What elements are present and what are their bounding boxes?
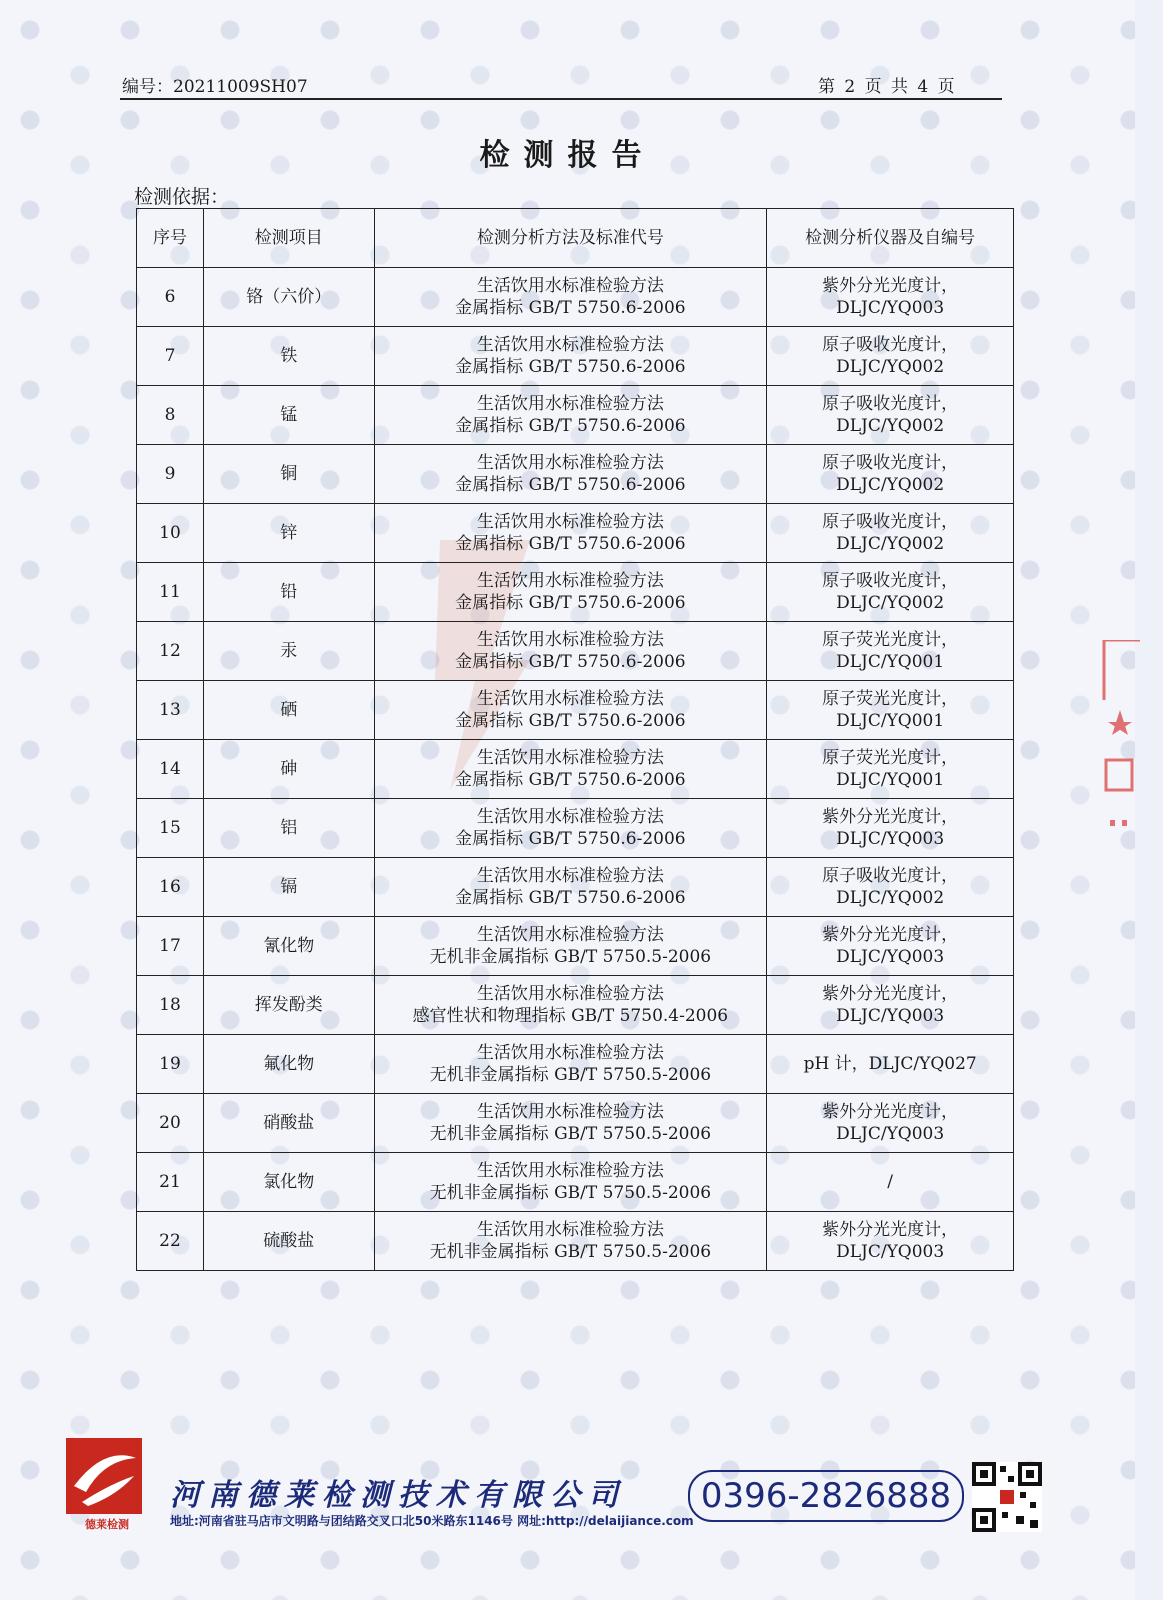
method-line: 生活饮用水标准检验方法: [476, 807, 664, 827]
table-row: [137, 681, 1014, 740]
test-method: [374, 445, 767, 504]
column-header-item: 检测项目: [203, 209, 374, 268]
table-row: [137, 563, 1014, 622]
instrument-line: DLJC/YQ003: [836, 298, 945, 318]
test-method: [374, 504, 767, 563]
instrument-line: DLJC/YQ002: [836, 357, 945, 377]
test-item: 铁: [203, 327, 374, 386]
test-basis-table: [136, 208, 1014, 1271]
header-divider: [120, 98, 1002, 100]
test-method: [374, 1035, 767, 1094]
instrument-line: DLJC/YQ001: [836, 652, 945, 672]
instrument-line: DLJC/YQ002: [836, 593, 945, 613]
logo-caption: 德莱检测: [85, 1518, 129, 1531]
method-line: 金属指标 GB/T 5750.6-2006: [455, 770, 686, 790]
test-item: 铜: [203, 445, 374, 504]
instrument-line: DLJC/YQ002: [836, 534, 945, 554]
row-number: 16: [137, 858, 204, 917]
test-item: 锰: [203, 386, 374, 445]
method-line: 金属指标 GB/T 5750.6-2006: [455, 298, 686, 318]
method-line: 无机非金属指标 GB/T 5750.5-2006: [429, 1183, 712, 1203]
basis-label: 检测依据：: [134, 186, 230, 208]
instrument-line: DLJC/YQ002: [836, 475, 945, 495]
table-row: [137, 622, 1014, 681]
test-item: 硝酸盐: [203, 1094, 374, 1153]
instrument-line: 紫外分光光度计，: [822, 984, 959, 1004]
method-line: 金属指标 GB/T 5750.6-2006: [455, 416, 686, 436]
method-line: 生活饮用水标准检验方法: [476, 453, 664, 473]
instrument-line: 原子吸收光度计，: [822, 394, 959, 414]
instrument-line: 紫外分光光度计，: [822, 1220, 959, 1240]
test-instrument: [767, 386, 1014, 445]
test-item: 氰化物: [203, 917, 374, 976]
instrument-line: DLJC/YQ003: [836, 1124, 945, 1144]
method-line: 生活饮用水标准检验方法: [476, 335, 664, 355]
test-method: [374, 563, 767, 622]
table-row: [137, 858, 1014, 917]
row-number: 13: [137, 681, 204, 740]
test-method: [374, 917, 767, 976]
test-item: 铬（六价）: [203, 268, 374, 327]
test-instrument: [767, 858, 1014, 917]
instrument-line: DLJC/YQ003: [836, 829, 945, 849]
method-line: 生活饮用水标准检验方法: [476, 276, 664, 296]
table-row: [137, 799, 1014, 858]
column-header-no: 序号: [137, 209, 204, 268]
row-number: 10: [137, 504, 204, 563]
row-number: 9: [137, 445, 204, 504]
test-method: [374, 1212, 767, 1271]
instrument-line: 紫外分光光度计，: [822, 276, 959, 296]
method-line: 生活饮用水标准检验方法: [476, 1102, 664, 1122]
table-row: [137, 1153, 1014, 1212]
method-line: 生活饮用水标准检验方法: [476, 984, 664, 1004]
instrument-line: 原子吸收光度计，: [822, 866, 959, 886]
method-line: 金属指标 GB/T 5750.6-2006: [455, 711, 686, 731]
instrument-line: DLJC/YQ001: [836, 770, 945, 790]
test-item: 铝: [203, 799, 374, 858]
instrument-line: pH 计，DLJC/YQ027: [803, 1054, 977, 1074]
test-item: 汞: [203, 622, 374, 681]
method-line: 金属指标 GB/T 5750.6-2006: [455, 357, 686, 377]
method-line: 生活饮用水标准检验方法: [476, 571, 664, 591]
company-phone: 0396-2826888: [688, 1470, 964, 1522]
method-line: 生活饮用水标准检验方法: [476, 866, 664, 886]
table-row: [137, 1094, 1014, 1153]
row-number: 21: [137, 1153, 204, 1212]
test-instrument: [767, 445, 1014, 504]
table-header-row: [137, 209, 1014, 268]
row-number: 22: [137, 1212, 204, 1271]
table-row: [137, 445, 1014, 504]
instrument-line: 原子吸收光度计，: [822, 512, 959, 532]
instrument-line: DLJC/YQ001: [836, 711, 945, 731]
test-item: 硒: [203, 681, 374, 740]
instrument-line: 原子吸收光度计，: [822, 335, 959, 355]
instrument-line: 紫外分光光度计，: [822, 925, 959, 945]
table-body: [137, 268, 1014, 1271]
test-instrument: [767, 1094, 1014, 1153]
test-method: [374, 1094, 767, 1153]
row-number: 19: [137, 1035, 204, 1094]
table-row: [137, 1035, 1014, 1094]
test-instrument: [767, 917, 1014, 976]
test-instrument: [767, 504, 1014, 563]
test-method: [374, 268, 767, 327]
test-item: 锌: [203, 504, 374, 563]
test-instrument: [767, 681, 1014, 740]
page-title: 检测报告: [479, 138, 656, 173]
test-instrument: [767, 563, 1014, 622]
method-line: 金属指标 GB/T 5750.6-2006: [455, 652, 686, 672]
table-row: [137, 917, 1014, 976]
test-method: [374, 622, 767, 681]
method-line: 无机非金属指标 GB/T 5750.5-2006: [429, 1065, 712, 1085]
row-number: 17: [137, 917, 204, 976]
row-number: 15: [137, 799, 204, 858]
method-line: 无机非金属指标 GB/T 5750.5-2006: [429, 947, 712, 967]
method-line: 生活饮用水标准检验方法: [476, 1220, 664, 1240]
instrument-line: DLJC/YQ003: [836, 947, 945, 967]
table-row: [137, 327, 1014, 386]
method-line: 生活饮用水标准检验方法: [476, 394, 664, 414]
instrument-line: 原子荧光光度计，: [822, 630, 959, 650]
method-line: 金属指标 GB/T 5750.6-2006: [455, 475, 686, 495]
test-instrument: [767, 1212, 1014, 1271]
company-address: 地址:河南省驻马店市文明路与团结路交叉口北50米路东1146号 网址:http://delaijiance.com: [170, 1514, 694, 1528]
instrument-line: 原子荧光光度计，: [822, 748, 959, 768]
method-line: 金属指标 GB/T 5750.6-2006: [455, 829, 686, 849]
test-item: 硫酸盐: [203, 1212, 374, 1271]
instrument-line: 原子吸收光度计，: [822, 453, 959, 473]
table-row: [137, 386, 1014, 445]
method-line: 生活饮用水标准检验方法: [476, 1161, 664, 1181]
table-row: [137, 268, 1014, 327]
test-instrument: [767, 268, 1014, 327]
row-number: 6: [137, 268, 204, 327]
method-line: 生活饮用水标准检验方法: [476, 630, 664, 650]
method-line: 金属指标 GB/T 5750.6-2006: [455, 593, 686, 613]
column-header-instrument: 检测分析仪器及自编号: [767, 209, 1014, 268]
method-line: 金属指标 GB/T 5750.6-2006: [455, 534, 686, 554]
instrument-line: 紫外分光光度计，: [822, 1102, 959, 1122]
test-item: 砷: [203, 740, 374, 799]
company-logo: [64, 1436, 144, 1516]
instrument-line: 原子荧光光度计，: [822, 689, 959, 709]
instrument-line: 原子吸收光度计，: [822, 571, 959, 591]
test-instrument: [767, 327, 1014, 386]
test-method: [374, 740, 767, 799]
instrument-line: DLJC/YQ002: [836, 888, 945, 908]
test-item: 铅: [203, 563, 374, 622]
row-number: 7: [137, 327, 204, 386]
column-header-method: 检测分析方法及标准代号: [374, 209, 767, 268]
method-line: 生活饮用水标准检验方法: [476, 512, 664, 532]
table-row: [137, 740, 1014, 799]
instrument-line: DLJC/YQ003: [836, 1006, 945, 1026]
test-instrument: [767, 1153, 1014, 1212]
instrument-line: 紫外分光光度计，: [822, 807, 959, 827]
row-number: 8: [137, 386, 204, 445]
test-method: [374, 327, 767, 386]
qr-code-icon: [972, 1462, 1042, 1532]
company-name: 河南德莱检测技术有限公司: [170, 1478, 626, 1513]
test-method: [374, 681, 767, 740]
method-line: 无机非金属指标 GB/T 5750.5-2006: [429, 1124, 712, 1144]
row-number: 18: [137, 976, 204, 1035]
method-line: 生活饮用水标准检验方法: [476, 748, 664, 768]
test-instrument: [767, 976, 1014, 1035]
table-row: [137, 1212, 1014, 1271]
page-indicator: 第 2 页 共 4 页: [818, 77, 957, 97]
test-method: [374, 386, 767, 445]
table-row: [137, 504, 1014, 563]
table-row: [137, 976, 1014, 1035]
seal-stamp-fragment: [1100, 640, 1140, 840]
method-line: 金属指标 GB/T 5750.6-2006: [455, 888, 686, 908]
method-line: 生活饮用水标准检验方法: [476, 925, 664, 945]
method-line: 生活饮用水标准检验方法: [476, 689, 664, 709]
report-number: 编号：20211009SH07: [122, 77, 308, 97]
instrument-line: DLJC/YQ003: [836, 1242, 945, 1262]
test-instrument: [767, 740, 1014, 799]
test-instrument: [767, 1035, 1014, 1094]
test-item: 氯化物: [203, 1153, 374, 1212]
test-method: [374, 858, 767, 917]
method-line: 无机非金属指标 GB/T 5750.5-2006: [429, 1242, 712, 1262]
test-method: [374, 976, 767, 1035]
method-line: 生活饮用水标准检验方法: [476, 1043, 664, 1063]
test-item: 氟化物: [203, 1035, 374, 1094]
instrument-line: /: [887, 1172, 894, 1192]
row-number: 11: [137, 563, 204, 622]
row-number: 14: [137, 740, 204, 799]
instrument-line: DLJC/YQ002: [836, 416, 945, 436]
method-line: 感官性状和物理指标 GB/T 5750.4-2006: [412, 1006, 729, 1026]
test-instrument: [767, 799, 1014, 858]
test-item: 挥发酚类: [203, 976, 374, 1035]
row-number: 12: [137, 622, 204, 681]
test-item: 镉: [203, 858, 374, 917]
row-number: 20: [137, 1094, 204, 1153]
test-instrument: [767, 622, 1014, 681]
test-method: [374, 799, 767, 858]
test-method: [374, 1153, 767, 1212]
